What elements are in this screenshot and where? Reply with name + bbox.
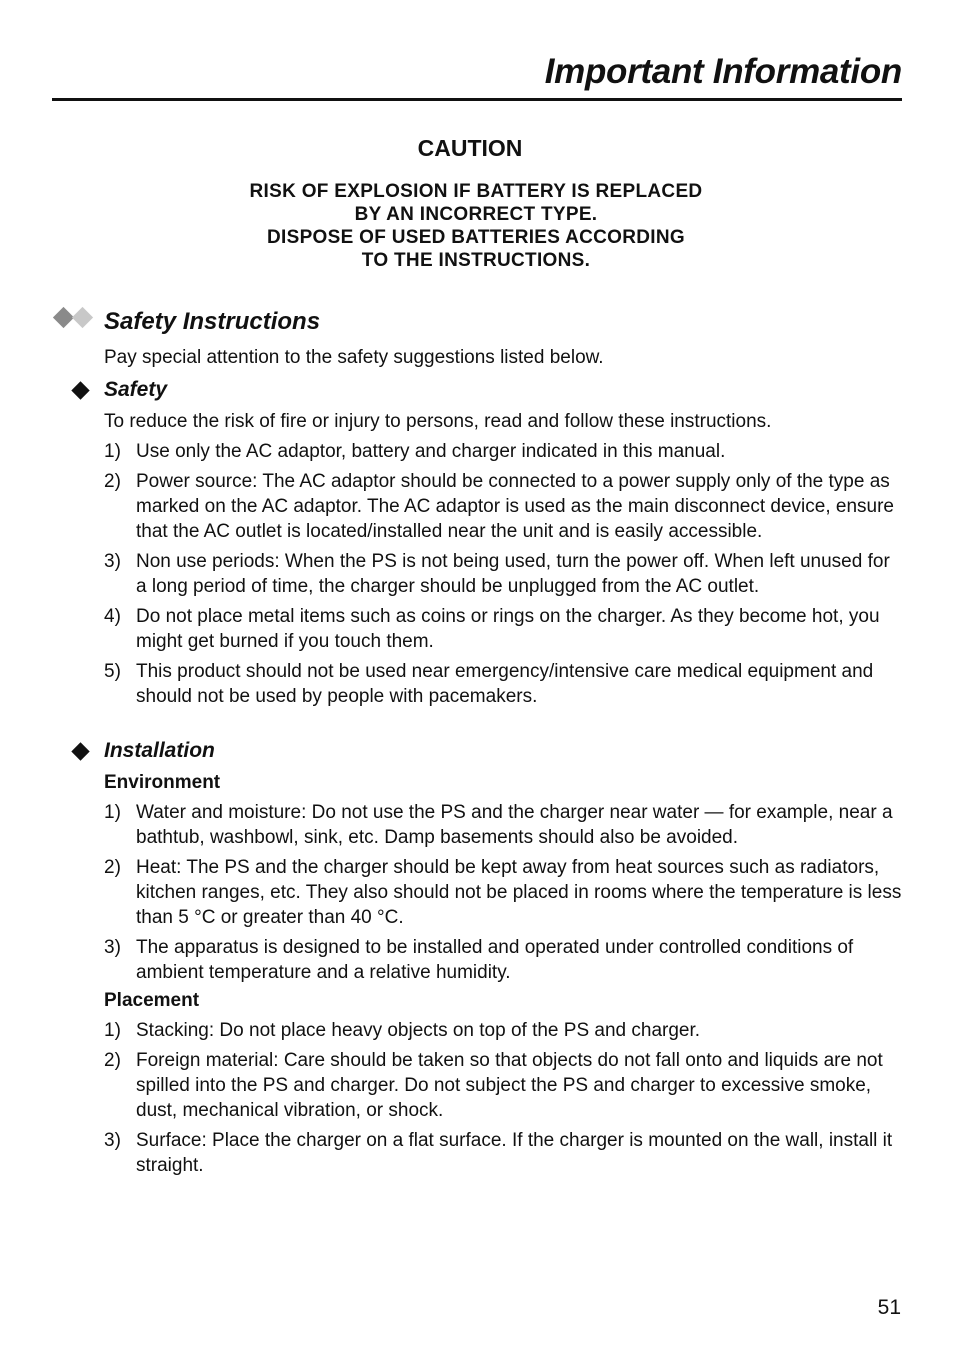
caution-text	[0, 180, 952, 272]
header-rule	[52, 98, 902, 101]
list-item: 3) Non use periods: When the PS is not being used, turn the power off. When left unused for a long period of time, the charger should be unplugged from the AC outlet.	[104, 551, 890, 597]
installation-heading: Installation	[104, 739, 215, 762]
list-item: 3) Surface: Place the charger on a flat surface. If the charger is mounted on the wall, install it straight.	[104, 1130, 893, 1176]
caution-line: DISPOSE OF USED BATTERIES ACCORDING	[267, 227, 685, 248]
environment-label: Environment	[104, 772, 221, 793]
caution-line: TO THE INSTRUCTIONS.	[361, 250, 591, 271]
list-item: 2) Foreign material: Care should be taken so that objects do not fall onto and liquids are not spilled into the PS and charger. Do not subject the PS and charger to excessive smoke, dust, mechanical vibration, or shock.	[104, 1050, 883, 1121]
list-item: 1) Use only the AC adaptor, battery and charger indicated in this manual.	[104, 441, 726, 462]
list-item: 3) The apparatus is designed to be installed and operated under controlled conditions of ambient temperature and a relative humidity.	[104, 937, 854, 983]
placement-label: Placement	[104, 990, 200, 1011]
list-item: 1) Stacking: Do not place heavy objects on top of the PS and charger.	[104, 1020, 701, 1041]
safety-heading: Safety	[104, 378, 168, 401]
page-title: Important Information	[544, 52, 902, 91]
list-item: 2) Power source: The AC adaptor should be connected to a power supply only of the type as marked on the AC adaptor. The AC adaptor is used as the main disconnect device, ensure that the AC outlet is located/installed near the unit and is easily accessible.	[104, 471, 894, 542]
caution-heading: CAUTION	[417, 135, 523, 161]
safety-intro: To reduce the risk of fire or injury to persons, read and follow these instructions.	[104, 411, 772, 432]
diamond-icon	[71, 381, 89, 399]
diamond-icon	[71, 742, 89, 760]
safety-list	[104, 439, 904, 714]
placement-list	[104, 1018, 904, 1183]
list-item: 5) This product should not be used near emergency/intensive care medical equipment and should not be used by people with pacemakers.	[104, 661, 874, 707]
list-item: 1) Water and moisture: Do not use the PS and the charger near water — for example, near a bathtub, washbowl, sink, etc. Damp basements should also be avoided.	[104, 802, 893, 848]
list-item: 4) Do not place metal items such as coins or rings on the charger. As they become hot, you might get burned if you touch them.	[104, 606, 880, 652]
safety-instructions-heading: Safety Instructions	[104, 308, 321, 335]
safety-instructions-intro: Pay special attention to the safety suggestions listed below.	[104, 347, 604, 368]
list-item: 2) Heat: The PS and the charger should be kept away from heat sources such as radiators, kitchen ranges, etc. They also should not be placed in rooms where the temperature is less than 5 °C or greater than 40 °C.	[104, 857, 902, 928]
caution-line: RISK OF EXPLOSION IF BATTERY IS REPLACED	[249, 181, 703, 202]
caution-line: BY AN INCORRECT TYPE.	[354, 204, 598, 225]
page-number: 51	[877, 1296, 901, 1319]
environment-list	[104, 800, 904, 990]
